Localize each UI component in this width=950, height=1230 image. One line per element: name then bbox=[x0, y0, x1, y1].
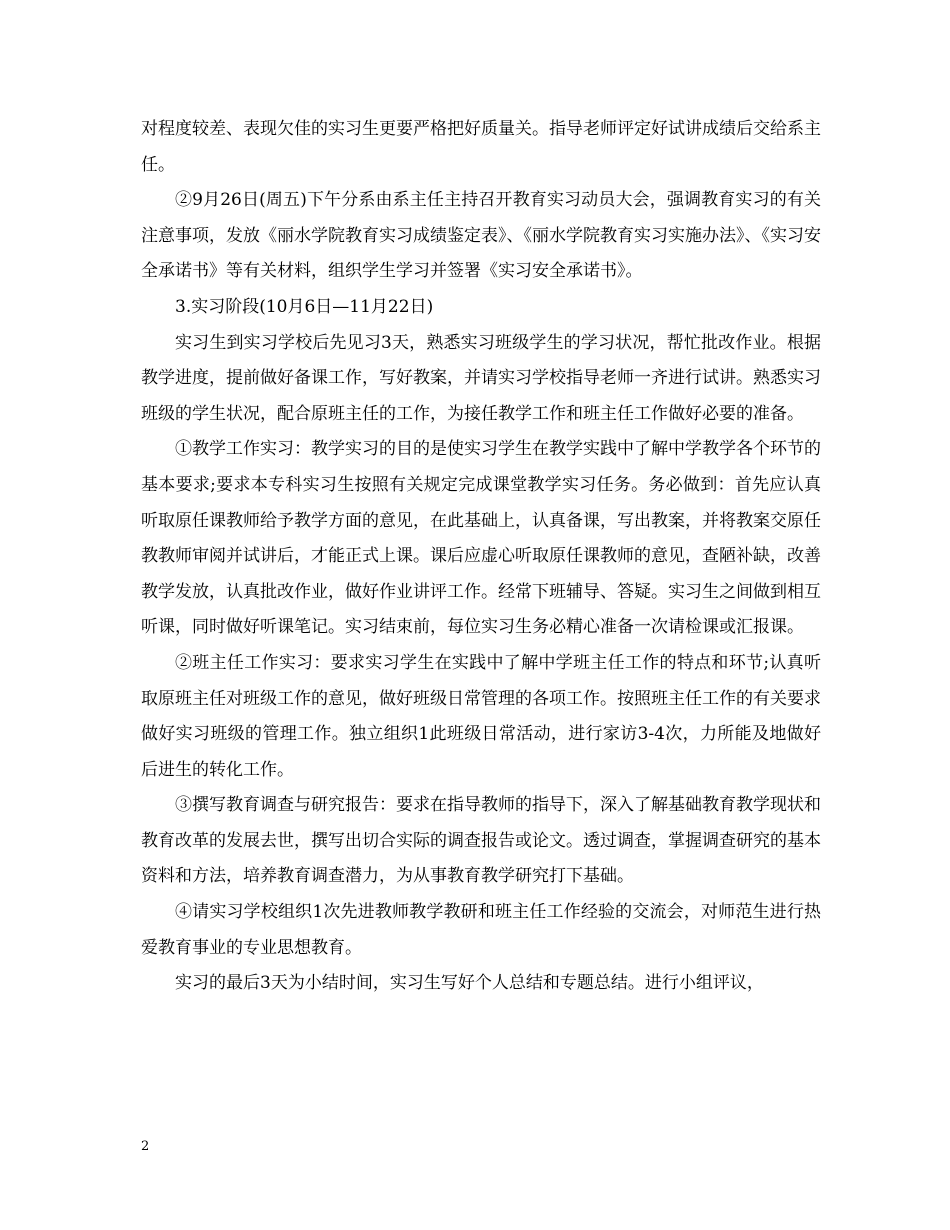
paragraph-summary-period: 实习的最后3天为小结时间，实习生写好个人总结和专题总结。进行小组评议， bbox=[175, 973, 764, 994]
paragraph-teaching-practice: ①教学工作实习：教学实习的目的是使实习学生在教学实践中了解中学教学各个环节的基本要求;要求本专科实习生按照有关规定完成课堂教学实习任务。务必做到：首先应认真听取原任课教师给予教学方面的意见，在此基础上，认真备课，写出教案，并将教案交原任教教师审阅并试讲后，才能正式上课。课后应虚心听取原任课教师的意见，查陋补缺，改善教学发放，认真批改作业，做好作业讲评工作。经常下班辅导、答疑。实习生之间做到相互听课，同时做好听课笔记。实习结束前，每位实习生务必精心准备一次请检课或汇报课。 bbox=[141, 439, 821, 638]
paragraph-observation: 实习生到实习学校后先见习3天，熟悉实习班级学生的学习状况，帮忙批改作业。根据教学进度，提前做好备课工作，写好教案，并请实习学校指导老师一齐进行试讲。熟悉实习班级的学生状况，配合原班主任的工作，为接任教学工作和班主任工作做好必要的准备。 bbox=[141, 332, 821, 424]
paragraph-mobilization-meeting: ②9月26日(周五)下午分系由系主任主持召开教育实习动员大会，强调教育实习的有关注意事项，发放《丽水学院教育实习成绩鉴定表》、《丽水学院教育实习实施办法》、《实习安全承诺书》等有关材料，组织学生学习并签署《实习安全承诺书》。 bbox=[141, 190, 821, 282]
paragraph-quality-check: 对程度较差、表现欠佳的实习生更要严格把好质量关。指导老师评定好试讲成绩后交给系主任。 bbox=[141, 119, 821, 175]
page-number: 2 bbox=[141, 1139, 150, 1154]
paragraph-class-teacher-practice: ②班主任工作实习：要求实习学生在实践中了解中学班主任工作的特点和环节;认真听取原班主任对班级工作的意见，做好班级日常管理的各项工作。按照班主任工作的有关要求做好实习班级的管理工作。独立组织1此班级日常活动，进行家访3-4次，力所能及地做好后进生的转化工作。 bbox=[141, 652, 821, 780]
document-body bbox=[141, 112, 821, 1002]
section-heading-internship-stage: 3.实习阶段(10月6日—11月22日) bbox=[175, 296, 434, 317]
paragraph-research-report: ③撰写教育调查与研究报告：要求在指导教师的指导下，深入了解基础教育教学现状和教育改革的发展去世，撰写出切合实际的调查报告或论文。透过调查，掌握调查研究的基本资料和方法，培养教育调查潜力，为从事教育教学研究打下基础。 bbox=[141, 795, 821, 887]
paragraph-exchange-meeting: ④请实习学校组织1次先进教师教学教研和班主任工作经验的交流会，对师范生进行热爱教育事业的专业思想教育。 bbox=[141, 902, 821, 958]
